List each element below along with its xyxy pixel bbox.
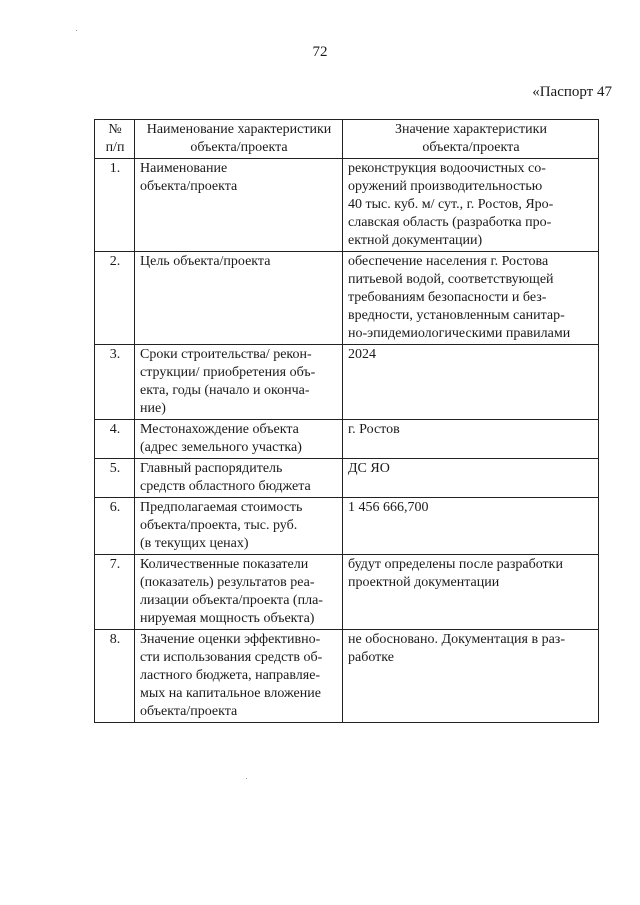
row-characteristic-value: не обосновано. Документация в раз- работке: [343, 630, 599, 723]
row-number: 6.: [95, 498, 135, 555]
row-characteristic-name: Значение оценки эффективно- сти использования средств об- ластного бюджета, направляе- мых на капитальное вложение объекта/проекта: [135, 630, 343, 723]
row-characteristic-value: ДС ЯО: [343, 459, 599, 498]
row-characteristic-value: 1 456 666,700: [343, 498, 599, 555]
page-number: 72: [312, 44, 328, 60]
row-number: 2.: [95, 252, 135, 345]
table-row: [95, 345, 599, 420]
row-characteristic-name: Сроки строительства/ рекон- струкции/ приобретения объ- екта, годы (начало и оконча- ние): [135, 345, 343, 420]
row-characteristic-name: Наименование объекта/проекта: [135, 159, 343, 252]
row-characteristic-name: Цель объекта/проекта: [135, 252, 343, 345]
scan-speck: [246, 778, 247, 779]
row-characteristic-value: г. Ростов: [343, 420, 599, 459]
table-row: [95, 498, 599, 555]
row-characteristic-value: 2024: [343, 345, 599, 420]
scan-speck: [76, 30, 77, 31]
header-characteristic-name: Наименование характеристики объекта/проекта: [135, 120, 343, 159]
table-row: [95, 159, 599, 252]
row-number: 3.: [95, 345, 135, 420]
row-number: 7.: [95, 555, 135, 630]
row-characteristic-name: Количественные показатели (показатель) результатов реа- лизации объекта/проекта (пла- нируемая мощность объекта): [135, 555, 343, 630]
row-number: 4.: [95, 420, 135, 459]
header-characteristic-value: Значение характеристики объекта/проекта: [343, 120, 599, 159]
passport-table: [94, 119, 599, 723]
row-characteristic-name: Местонахождение объекта (адрес земельного участка): [135, 420, 343, 459]
header-number: № п/п: [95, 120, 135, 159]
table-row: [95, 420, 599, 459]
table-row: [95, 555, 599, 630]
row-characteristic-name: Главный распорядитель средств областного бюджета: [135, 459, 343, 498]
row-number: 1.: [95, 159, 135, 252]
passport-heading: «Паспорт 47: [532, 84, 612, 100]
row-number: 8.: [95, 630, 135, 723]
table-header-row: [95, 120, 599, 159]
row-characteristic-name: Предполагаемая стоимость объекта/проекта, тыс. руб. (в текущих ценах): [135, 498, 343, 555]
row-characteristic-value: будут определены после разработки проектной документации: [343, 555, 599, 630]
row-characteristic-value: реконструкция водоочистных со- оружений производительностью 40 тыс. куб. м/ сут., г. Ростов, Яро- славская область (разработка про- ектной документации): [343, 159, 599, 252]
row-characteristic-value: обеспечение населения г. Ростова питьевой водой, соответствующей требованиям безопасности и без- вредности, установленным санитар- но-эпидемиологическими правилами: [343, 252, 599, 345]
table-row: [95, 459, 599, 498]
row-number: 5.: [95, 459, 135, 498]
table-row: [95, 630, 599, 723]
table-row: [95, 252, 599, 345]
